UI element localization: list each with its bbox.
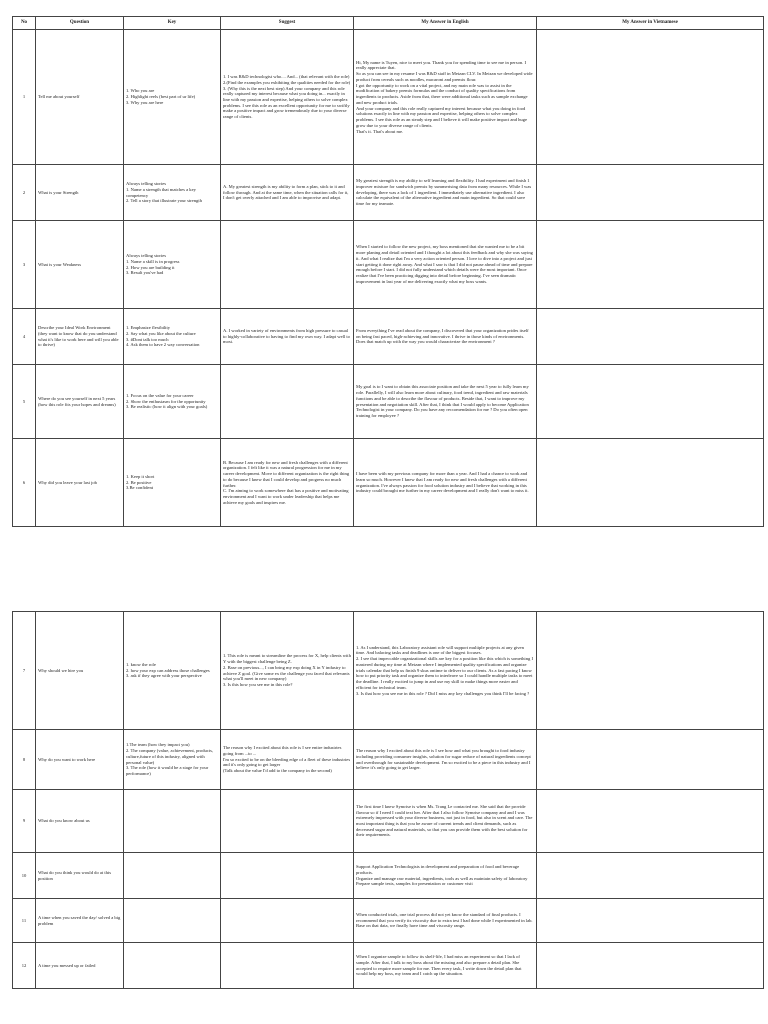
key-cell: 1. Emphasize flexibility 2. Say what you like about the culture 3. #Dont talk too much 4. Ask them to have 2 way conversation xyxy=(124,309,221,365)
question-cell: What do you know about us xyxy=(36,790,124,853)
row-number: 11 xyxy=(13,899,36,943)
answer-english-cell: The reason why I excited about this role is I see how and what you brought to food industry including providing consumer insights, solution for sugar reduce of natural ingredients concept and overthrough for sustainable development. I'm so excited to be a piece in this industry and I believe it's only going to get larger. xyxy=(354,730,537,790)
table-row xyxy=(13,943,764,989)
answer-english-cell: I have been with my previous company for more than a year. And I had a chance to work and learn so much. However I knew that I am ready for new and fresh challenges with a different organization. I've always passion for food solution industry and I believe that working in this industry could brought me further in my career development and I really don't want to miss it. xyxy=(354,439,537,527)
suggest-cell: 1. I was R&D technologist who.... And... (that relevant with the role) 2.(Find the examples you exhibiting the qualities needed for the role) 3. (Why this is the next best step) And your company and this role really captured my interest because what you doing in... exactly in line with my passion and expertise, helping others to solve complex problems. I see this role as an excellent opportunity for me to swiftly make a positive impact and grow tremendously due to your diverse range of clients. xyxy=(221,30,354,165)
answer-english-cell: Hi, My name is Tuyen, nice to meet you. Thank you for spending time to see me in person. I really appreciate that. So as you can see in my resume I was R&D staff in Meizan CLV. In Meizan we developed wide product from cereals such as noodles, macaroni and premix flour. I got the opportunity to work on a vital project, and my main role was to assist in the modification of bakery premix formulas and the conduct of quality specifications from ingredients to products. Aside from that, there were additional tasks such as sample exchange and new product trials. And your company and this role really captured my interest because what you doing in food solutions exactly in line with my passion and expertise, helping others to solve complex problems. I see this role as an steady step and I believe it will make positive impact and huge grow due to your diverse range of clients. That's it. That's about me. xyxy=(354,30,537,165)
row-number: 10 xyxy=(13,853,36,899)
question-cell: A time when you saved the day/ solved a big problem xyxy=(36,899,124,943)
key-cell: 1. know the role 2. how your exp can address those challenges 3. ask if they agree with your perspective xyxy=(124,612,221,730)
answer-english-cell: My greatest strength is my ability to self learning and flexibility. I had experiment and finish 1 improver mixture for sandwich premix by summerising data from many resources. While I was developing, there was a lack of 1 ingredient. I immediately use alternative ingredient. I also calculate the equivalent of the alternative ingredient and main ingredient. So that could save time for my teamate. xyxy=(354,165,537,221)
table-row xyxy=(13,365,764,439)
suggest-cell: A. My greatest strength is my ability to form a plan, stick to it and follow through. And at the same time, when the situation calls for it, I don't get overly attached and I am able to improvise and adapt. xyxy=(221,165,354,221)
table-row xyxy=(13,899,764,943)
answer-vietnamese-cell xyxy=(537,221,764,309)
key-cell: Always telling stories 1. Name a strength that matches a key competency 2. Tell a story that illustrate your strength xyxy=(124,165,221,221)
answer-vietnamese-cell xyxy=(537,439,764,527)
table-row xyxy=(13,165,764,221)
row-number: 12 xyxy=(13,943,36,989)
row-number: 8 xyxy=(13,730,36,790)
suggest-cell: A. I worked in variety of environments from high pressure to casual to highly-collaborative to having to find my own way. I adapt well to most. xyxy=(221,309,354,365)
row-number: 5 xyxy=(13,365,36,439)
row-number: 6 xyxy=(13,439,36,527)
answer-vietnamese-cell xyxy=(537,30,764,165)
header-answer-english: My Answer in English xyxy=(354,17,537,30)
row-number: 3 xyxy=(13,221,36,309)
key-cell: 1. Who you are 2. Highlight reels (best part of ur life) 3. Why you are here xyxy=(124,30,221,165)
question-cell: What is your Weakness xyxy=(36,221,124,309)
suggest-cell xyxy=(221,221,354,309)
row-number: 4 xyxy=(13,309,36,365)
question-cell: What do you think you would do at this position xyxy=(36,853,124,899)
answer-vietnamese-cell xyxy=(537,730,764,790)
answer-english-cell: When I started to follow the new project, my boss mentioned that she wanted me to be a bit more planing and detail oriented and I thought a lot about this feedback and why she was saying it. And what I realize that I'm a very action oriented person. I love to dive into a project and just start getting it done right away. And what I saw is that I did not pause ahead of time and prepare enough before I start. I did not fully understand which details were the most important. Once realize that I've been practicing digging into detail before beginning. I've seen dramatic improvement in last year of me delivering exactly what my boss wants. xyxy=(354,221,537,309)
key-cell: Always telling stories 1. Name a skill is in progress 2. How you are building it 3. Result you've had xyxy=(124,221,221,309)
answer-vietnamese-cell xyxy=(537,899,764,943)
answer-vietnamese-cell xyxy=(537,365,764,439)
question-cell: A time you messed up or failed xyxy=(36,943,124,989)
answer-vietnamese-cell xyxy=(537,853,764,899)
question-cell: Tell me about yourself xyxy=(36,30,124,165)
table-row xyxy=(13,790,764,853)
header-suggest: Suggest xyxy=(221,17,354,30)
answer-english-cell: The first time I knew Symrise is when Ms. Trang Le contacted me. She said that the provide flavour so if I need I could text her. After that I also follow Symrise company and and I was extremely impressed with your diverse business, not just in food, but also in scent and care. The most important thing is that you be aware of current trends and client demands, such as decreased sugar and natural materials, so that you can provide them with the best solution for their requirements. xyxy=(354,790,537,853)
key-cell xyxy=(124,943,221,989)
table-row xyxy=(13,221,764,309)
key-cell xyxy=(124,790,221,853)
question-cell: What is your Strength xyxy=(36,165,124,221)
answer-english-cell: When conducted trials, one trial process did not yet know the standard of final products. I recommend that you verify its viscosity due to extra test I had done while I experimented in lab. Base on that data, we finally have time and viscosity range. xyxy=(354,899,537,943)
question-cell: Why did you leave your last job xyxy=(36,439,124,527)
header-no: No xyxy=(13,17,36,30)
suggest-cell: The reason why I excited about this role is I see entire industries going from ...to ... I'm so excited to be on the bleeding edge of a fleet of these industries and it's only going to get larger (Talk about the value I'd add to the company in the second) xyxy=(221,730,354,790)
question-cell: Why should we hire you xyxy=(36,612,124,730)
answer-vietnamese-cell xyxy=(537,790,764,853)
key-cell: 1.The team (how they impact you) 2. The company (value, achievement, products, culture,future of this industry, aligned with personal value) 3. The role (how it would be a stage for your performance) xyxy=(124,730,221,790)
answer-vietnamese-cell xyxy=(537,612,764,730)
key-cell: 1. Focus on the value for your career 2. Show the enthusiasm for the opportunity 3. Be realistic (how it align with your goals) xyxy=(124,365,221,439)
question-cell: Why do you want to work here xyxy=(36,730,124,790)
interview-table-part-1 xyxy=(12,16,764,527)
table-row xyxy=(13,853,764,899)
question-cell: Where do you see yourself in next 5 years (how this role fits your hopes and dreams) xyxy=(36,365,124,439)
table-row xyxy=(13,439,764,527)
suggest-cell xyxy=(221,790,354,853)
suggest-cell: 1. This role is meant to streamline the process for X, help clients with Y with the biggest challenge being Z. 2. Base on previous..., I can bring my exp doing X in Y industry to achieve Z goal. (Give some ex the challenge you faced that relevants what you'll meet in new company) 3. Is this how you see me in this role? xyxy=(221,612,354,730)
key-cell xyxy=(124,853,221,899)
answer-vietnamese-cell xyxy=(537,309,764,365)
suggest-cell xyxy=(221,943,354,989)
key-cell xyxy=(124,899,221,943)
header-key: Key xyxy=(124,17,221,30)
suggest-cell xyxy=(221,365,354,439)
row-number: 7 xyxy=(13,612,36,730)
question-cell: Describe your Ideal Work Environment (they want to know that do you understand what it's like to work here and will you able to thrive) xyxy=(36,309,124,365)
key-cell: 1. Keep it short 2. Be positive 3.Be confident xyxy=(124,439,221,527)
suggest-cell: B. Because I am ready for new and fresh challenges with a different organization. I felt like it was a natural progression for me in my career development. Move to different organization is the right thing to do because I knew that I could develop and progress no much further. C. I'm aiming to work somewhere that has a positive and motivating environment and I want to work under leadership that helps me achieve my goals and inspires me. xyxy=(221,439,354,527)
row-number: 1 xyxy=(13,30,36,165)
answer-english-cell: 1. As I understand, this Laboratory assistant role will support multiple projects at any given time. And balacing tasks and deadlines is one of the biggest focuses. 2. I see that impeccable organizational skills are key for a position like this which is something I mastered during my time at Meizan where I implemented quality specifications and organize trials calendar that help us finish 9 skus ontime to deliver to our clients. As a fast pacing I know how to put priority task and organize them to interleave so I could handle multiple tasks to meet the deadline. I really excited to jump in and use my skill to make things more easier and efficient for technical team. 3. Is that how you see me in this role ? Did I miss any key challenges you think I'll be facing ? xyxy=(354,612,537,730)
suggest-cell xyxy=(221,899,354,943)
table-row xyxy=(13,30,764,165)
interview-table-part-2 xyxy=(12,611,764,989)
table-row xyxy=(13,730,764,790)
answer-vietnamese-cell xyxy=(537,943,764,989)
row-number: 9 xyxy=(13,790,36,853)
answer-english-cell: When I organize sample to follow its shelf-life, I had miss an experiment so that I lack of sample. After that, I talk to my boss about the missing and also prepare a detail plan. She accepted to require more sample for me. Then every task, I write down the detail plan that would help my boss, my team and I catch up the situation. xyxy=(354,943,537,989)
answer-english-cell: From everything I've read about the company, I discovered that your organization prides itself on being fast paced, high-achieving and innovative. I thrive in those kinds of environments. Does that match up with the way you would characterize the environment ? xyxy=(354,309,537,365)
answer-vietnamese-cell xyxy=(537,165,764,221)
header-row xyxy=(13,17,764,30)
table-row xyxy=(13,612,764,730)
row-number: 2 xyxy=(13,165,36,221)
answer-english-cell: Support Application Technologists in development and preparation of food and beverage products. Organize and manage raw material, ingredients, tools as well as maintain safety of laboratory Prepare sample tests, samples for presentation or customer visit xyxy=(354,853,537,899)
header-answer-vietnamese: My Answer in Vietnamese xyxy=(537,17,764,30)
suggest-cell xyxy=(221,853,354,899)
table-row xyxy=(13,309,764,365)
answer-english-cell: My goal is to I want to obtain this associate position and take the next 5 year to fully learn my role. Parallelly, I will also learn more about culinary, food trend, ingredient and raw materials functions and be able to describe the flavour of products. Beside that, I want to improve my presentation and negotiation skill. After that, I think that I would apply to become Application Technologist in your company. Do you have any reccomendation for me ? Do you often open training for employee ? xyxy=(354,365,537,439)
header-question: Question xyxy=(36,17,124,30)
